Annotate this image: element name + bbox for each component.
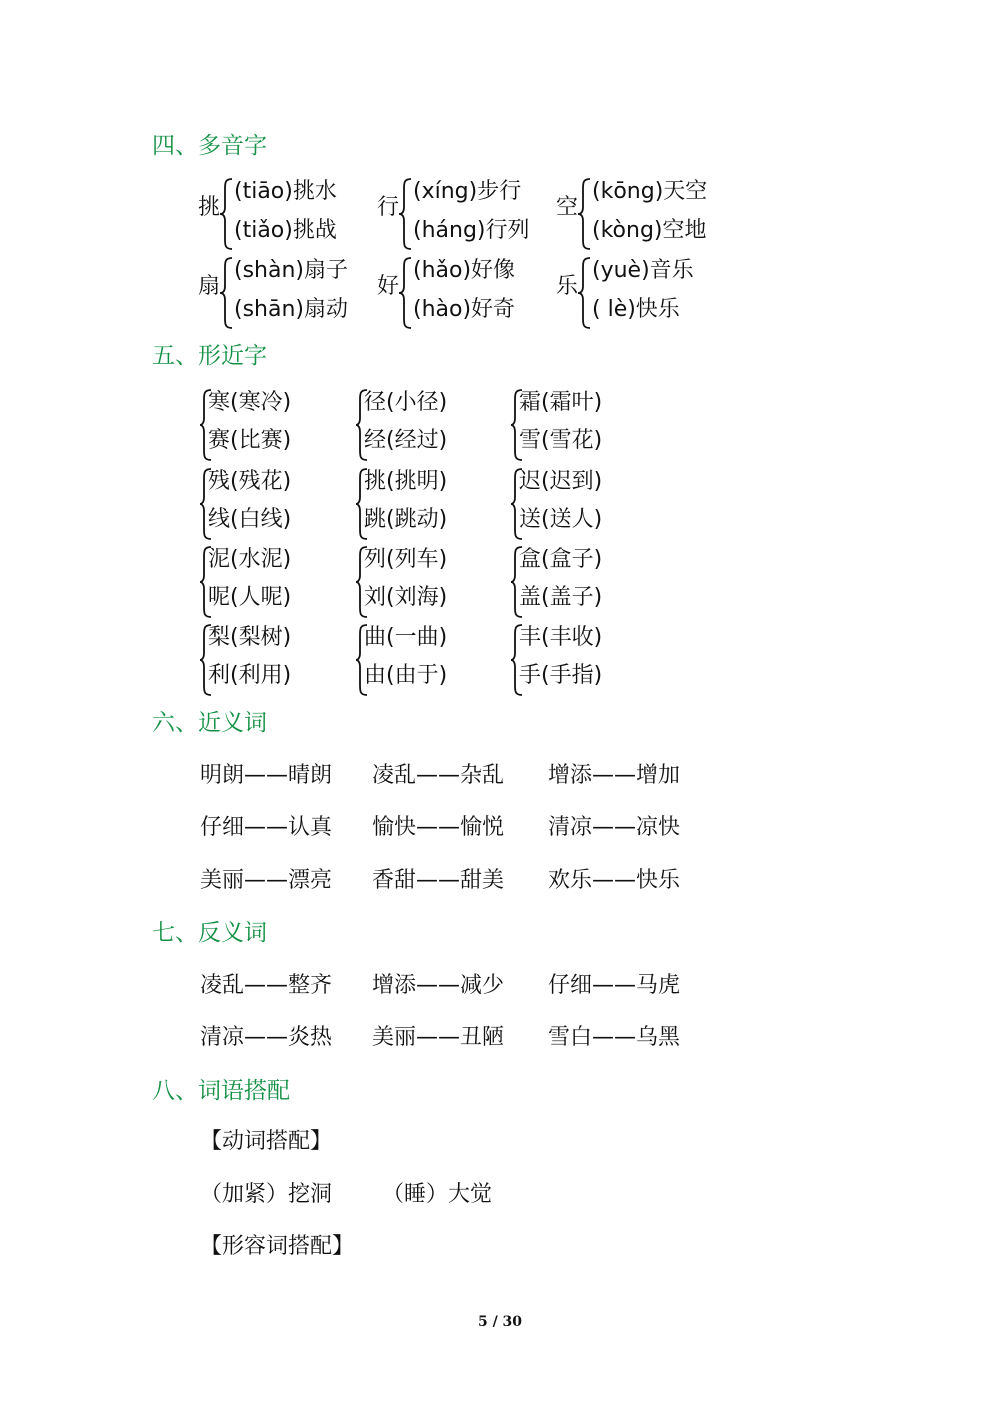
polyphone-reading: (tiǎo)挑战 [234, 218, 337, 243]
similar-char-word: 经(经过) [364, 428, 448, 453]
section-heading-polyphonic: 四、多音字 [152, 133, 267, 159]
section-heading-synonyms: 六、近义词 [152, 710, 267, 736]
similar-char-word: 径(小径) [364, 390, 448, 415]
similar-char-word: 梨(梨树) [208, 625, 292, 650]
synonym-pair: 增添——增加 [548, 763, 681, 788]
synonym-pair: 仔细——认真 [200, 815, 333, 840]
polyphone-reading: ( lè)快乐 [592, 297, 680, 322]
brace-icon [218, 177, 234, 251]
polyphone-reading: (hào)好奇 [413, 297, 516, 322]
antonym-pair: 凌乱——整齐 [200, 973, 333, 998]
polyphone-reading: (shàn)扇子 [234, 258, 348, 283]
similar-char-word: 泥(水泥) [208, 547, 292, 572]
synonym-pair: 愉快——愉悦 [372, 815, 505, 840]
synonym-pair: 清凉——凉快 [548, 815, 681, 840]
brace-icon [576, 256, 592, 330]
synonym-pair: 明朗——晴朗 [200, 763, 333, 788]
similar-char-word: 盖(盖子) [519, 585, 603, 610]
polyphone-reading: (hǎo)好像 [413, 258, 516, 283]
similar-char-word: 由(由于) [364, 663, 448, 688]
similar-char-word: 呢(人呢) [208, 585, 292, 610]
similar-char-word: 盒(盒子) [519, 547, 603, 572]
collocation-item: （睡）大觉 [382, 1182, 493, 1207]
synonym-pair: 香甜——甜美 [372, 868, 505, 893]
similar-char-word: 残(残花) [208, 469, 292, 494]
synonym-pair: 欢乐——快乐 [548, 868, 681, 893]
similar-char-word: 赛(比赛) [208, 428, 292, 453]
similar-char-word: 曲(一曲) [364, 625, 448, 650]
brace-icon [218, 256, 234, 330]
section-heading-antonyms: 七、反义词 [152, 920, 267, 946]
antonym-pair: 仔细——马虎 [548, 973, 681, 998]
polyphone-reading: (kòng)空地 [592, 218, 707, 243]
similar-char-word: 丰(丰收) [519, 625, 603, 650]
similar-char-word: 送(送人) [519, 507, 603, 532]
polyphone-reading: (shān)扇动 [234, 297, 348, 322]
brace-icon [576, 177, 592, 251]
section-heading-collocation: 八、词语搭配 [152, 1078, 290, 1104]
antonym-pair: 清凉——炎热 [200, 1025, 333, 1050]
antonym-pair: 雪白——乌黑 [548, 1025, 681, 1050]
polyphone-char: 行 [377, 195, 400, 220]
polyphone-reading: (yuè)音乐 [592, 258, 694, 283]
antonym-pair: 美丽——丑陋 [372, 1025, 505, 1050]
similar-char-word: 寒(寒冷) [208, 390, 292, 415]
polyphone-reading: (kōng)天空 [592, 179, 708, 204]
polyphone-char: 扇 [198, 274, 221, 299]
polyphone-reading: (tiāo)挑水 [234, 179, 337, 204]
similar-char-word: 列(列车) [364, 547, 448, 572]
polyphone-char: 好 [377, 274, 400, 299]
verb-collocation-label: 【动词搭配】 [200, 1129, 333, 1154]
polyphone-char: 挑 [198, 195, 221, 220]
polyphone-reading: (háng)行列 [413, 218, 530, 243]
polyphone-char: 乐 [556, 274, 579, 299]
similar-char-word: 迟(迟到) [519, 469, 603, 494]
antonym-pair: 增添——减少 [372, 973, 505, 998]
similar-char-word: 手(手指) [519, 663, 603, 688]
adjective-collocation-label: 【形容词搭配】 [200, 1234, 355, 1259]
collocation-item: （加紧）挖洞 [200, 1182, 333, 1207]
similar-char-word: 挑(挑明) [364, 469, 448, 494]
page-number: 5 / 30 [477, 1314, 523, 1330]
similar-char-word: 霜(霜叶) [519, 390, 603, 415]
polyphone-char: 空 [556, 195, 579, 220]
synonym-pair: 美丽——漂亮 [200, 868, 333, 893]
similar-char-word: 雪(雪花) [519, 428, 603, 453]
section-heading-similar-chars: 五、形近字 [152, 343, 267, 369]
brace-icon [397, 256, 413, 330]
similar-char-word: 线(白线) [208, 507, 292, 532]
similar-char-word: 刘(刘海) [364, 585, 448, 610]
brace-icon [397, 177, 413, 251]
similar-char-word: 跳(跳动) [364, 507, 448, 532]
polyphone-reading: (xíng)步行 [413, 179, 522, 204]
similar-char-word: 利(利用) [208, 663, 292, 688]
synonym-pair: 凌乱——杂乱 [372, 763, 505, 788]
